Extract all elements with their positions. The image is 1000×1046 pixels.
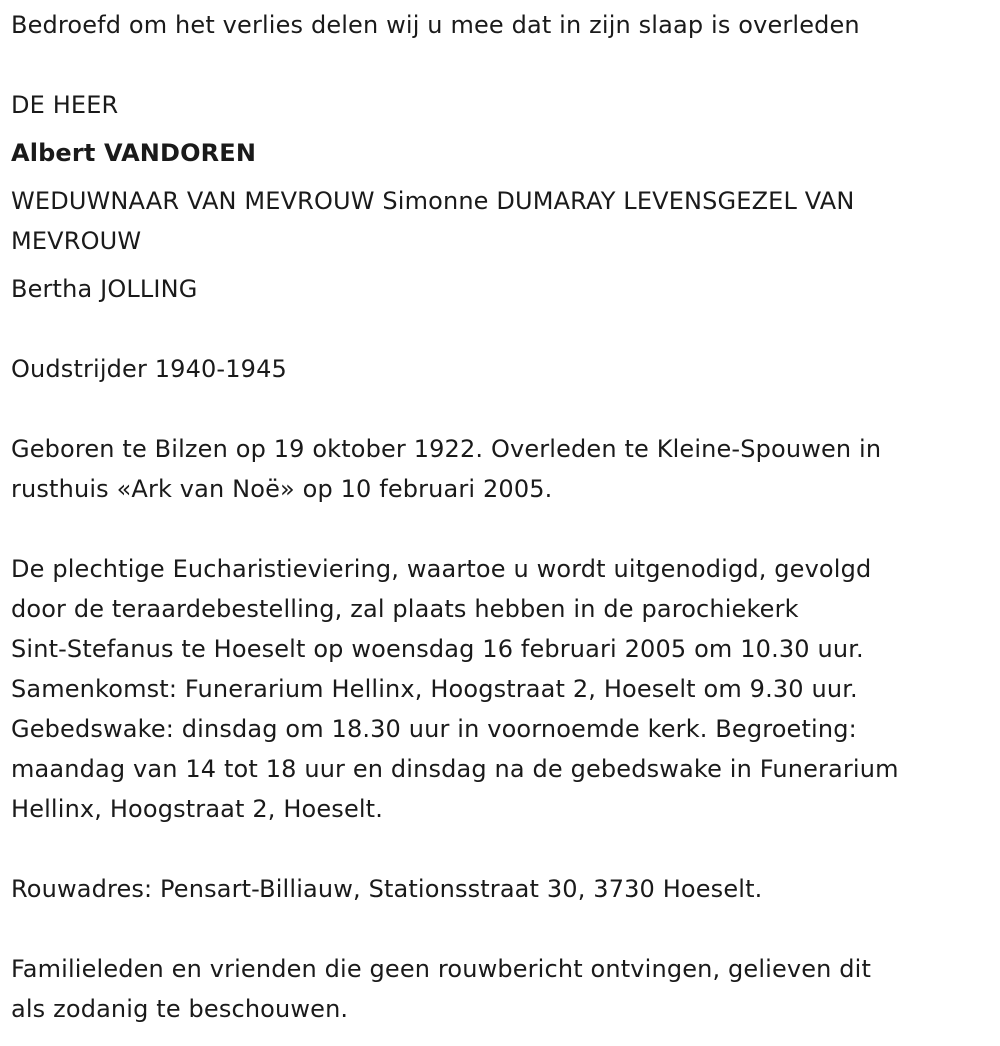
service-line-3: Sint-Stefanus te Hoeselt op woensdag 16 februari 2005 om 10.30 uur. bbox=[11, 635, 864, 663]
birth-line-2: rusthuis «Ark van Noë» op 10 februari 2005. bbox=[11, 475, 553, 503]
deceased-name: Albert VANDOREN bbox=[11, 139, 257, 167]
veteran-text: Oudstrijder 1940-1945 bbox=[11, 355, 287, 383]
salutation: DE HEER bbox=[11, 91, 119, 119]
birth-line-1: Geboren te Bilzen op 19 oktober 1922. Overleden te Kleine-Spouwen in bbox=[11, 435, 882, 463]
mourning-address: Rouwadres: Pensart-Billiauw, Stationsstraat 30, 3730 Hoeselt. bbox=[11, 875, 763, 903]
closing-line-1: Familieleden en vrienden die geen rouwbericht ontvingen, gelieven dit bbox=[11, 955, 872, 983]
service-line-4: Samenkomst: Funerarium Hellinx, Hoogstraat 2, Hoeselt om 9.30 uur. bbox=[11, 675, 858, 703]
service-line-7: Hellinx, Hoogstraat 2, Hoeselt. bbox=[11, 795, 384, 823]
relation-line-1: WEDUWNAAR VAN MEVROUW Simonne DUMARAY LEVENSGEZEL VAN bbox=[11, 187, 855, 215]
relation-line-2: MEVROUW bbox=[11, 227, 142, 255]
service-line-5: Gebedswake: dinsdag om 18.30 uur in voornoemde kerk. Begroeting: bbox=[11, 715, 857, 743]
service-line-1: De plechtige Eucharistieviering, waartoe u wordt uitgenodigd, gevolgd bbox=[11, 555, 872, 583]
service-line-6: maandag van 14 tot 18 uur en dinsdag na de gebedswake in Funerarium bbox=[11, 755, 899, 783]
intro-text: Bedroefd om het verlies delen wij u mee dat in zijn slaap is overleden bbox=[11, 11, 860, 39]
service-line-2: door de teraardebestelling, zal plaats hebben in de parochiekerk bbox=[11, 595, 799, 623]
closing-line-2: als zodanig te beschouwen. bbox=[11, 995, 349, 1023]
partner-name: Bertha JOLLING bbox=[11, 275, 198, 303]
